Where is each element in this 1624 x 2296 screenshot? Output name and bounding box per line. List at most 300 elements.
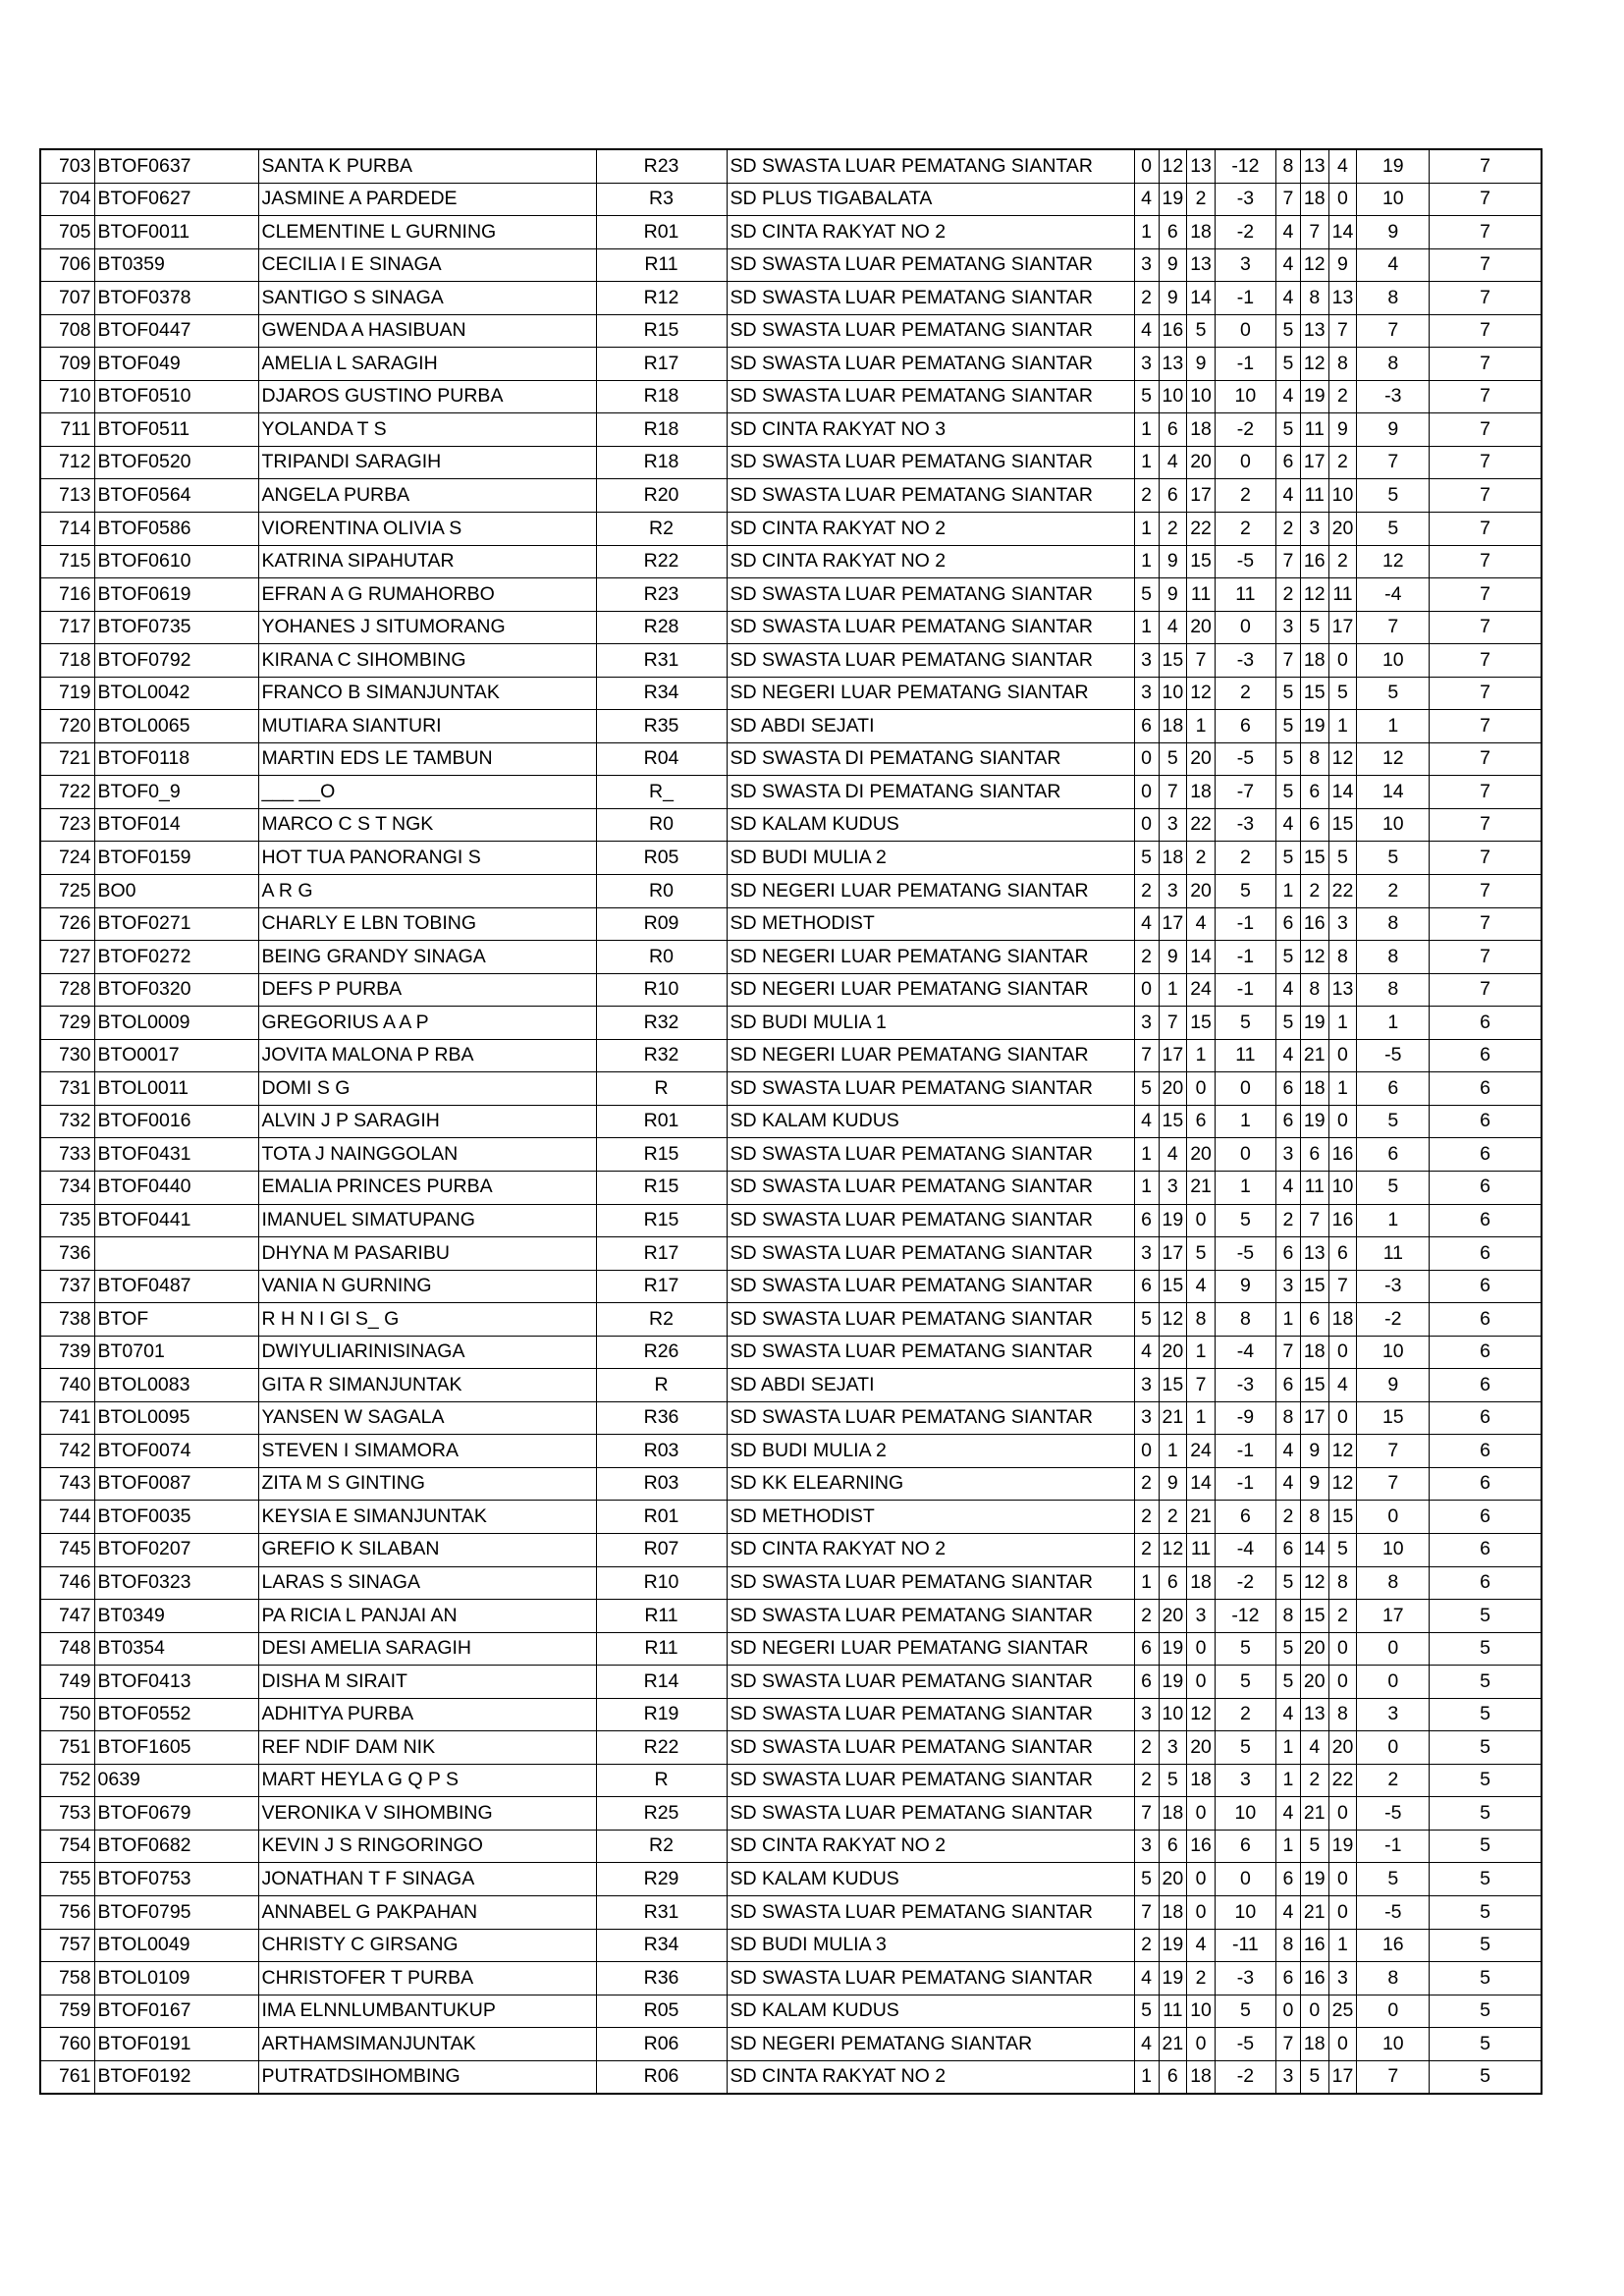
room-code-cell: R01 — [596, 1501, 727, 1534]
school-name-cell: SD SWASTA LUAR PEMATANG SIANTAR — [727, 1270, 1134, 1303]
results-table-body — [40, 149, 1542, 2094]
score-f-cell: 14 — [1300, 1533, 1328, 1566]
score-a-cell: 3 — [1134, 348, 1159, 381]
room-code-cell: R17 — [596, 1270, 727, 1303]
score-total-cell: 5 — [1430, 2028, 1542, 2061]
score-h-cell: 5 — [1357, 1863, 1430, 1896]
school-name-cell: SD METHODIST — [727, 1501, 1134, 1534]
score-a-cell: 2 — [1134, 1764, 1159, 1797]
score-b-cell: 19 — [1159, 183, 1187, 216]
score-e-cell: 6 — [1275, 1962, 1300, 1995]
student-id-cell: BTOL0065 — [94, 710, 258, 743]
student-id-cell: BTOF0272 — [94, 941, 258, 974]
score-e-cell: 4 — [1275, 808, 1300, 842]
score-b-cell: 15 — [1159, 644, 1187, 678]
score-h-cell: 8 — [1357, 973, 1430, 1007]
score-h-cell: 2 — [1357, 875, 1430, 908]
school-name-cell: SD METHODIST — [727, 907, 1134, 941]
score-g-cell: 0 — [1328, 1863, 1357, 1896]
score-g-cell: 10 — [1328, 479, 1357, 513]
row-number-cell: 750 — [40, 1698, 94, 1731]
score-total-cell: 5 — [1430, 1929, 1542, 1962]
score-f-cell: 9 — [1300, 1435, 1328, 1468]
table-row — [40, 1204, 1542, 1237]
score-f-cell: 5 — [1300, 2060, 1328, 2094]
score-g-cell: 2 — [1328, 1600, 1357, 1633]
room-code-cell: R09 — [596, 907, 727, 941]
score-f-cell: 16 — [1300, 1962, 1328, 1995]
score-g-cell: 5 — [1328, 677, 1357, 710]
score-f-cell: 5 — [1300, 611, 1328, 644]
score-b-cell: 15 — [1159, 1369, 1187, 1402]
score-c-cell: 11 — [1187, 578, 1216, 612]
row-number-cell: 730 — [40, 1039, 94, 1072]
score-e-cell: 5 — [1275, 742, 1300, 776]
score-g-cell: 0 — [1328, 183, 1357, 216]
row-number-cell: 759 — [40, 1995, 94, 2028]
row-number-cell: 731 — [40, 1072, 94, 1106]
score-d-cell: 3 — [1215, 248, 1275, 282]
score-a-cell: 2 — [1134, 941, 1159, 974]
score-a-cell: 6 — [1134, 710, 1159, 743]
score-b-cell: 6 — [1159, 216, 1187, 249]
score-c-cell: 18 — [1187, 2060, 1216, 2094]
school-name-cell: SD KALAM KUDUS — [727, 1995, 1134, 2028]
score-c-cell: 2 — [1187, 183, 1216, 216]
score-h-cell: 1 — [1357, 710, 1430, 743]
score-total-cell: 5 — [1430, 1698, 1542, 1731]
school-name-cell: SD CINTA RAKYAT NO 2 — [727, 2060, 1134, 2094]
score-h-cell: 9 — [1357, 1369, 1430, 1402]
student-id-cell: BTOF0753 — [94, 1863, 258, 1896]
score-e-cell: 8 — [1275, 1929, 1300, 1962]
score-g-cell: 19 — [1328, 1830, 1357, 1863]
score-c-cell: 0 — [1187, 1204, 1216, 1237]
score-g-cell: 2 — [1328, 545, 1357, 578]
room-code-cell: R15 — [596, 1171, 727, 1204]
table-row — [40, 314, 1542, 348]
room-code-cell: R2 — [596, 1830, 727, 1863]
room-code-cell: R18 — [596, 380, 727, 413]
score-d-cell: -11 — [1215, 1929, 1275, 1962]
table-row — [40, 1962, 1542, 1995]
score-total-cell: 6 — [1430, 1501, 1542, 1534]
student-id-cell: 0639 — [94, 1764, 258, 1797]
table-row — [40, 1830, 1542, 1863]
score-g-cell: 15 — [1328, 1501, 1357, 1534]
score-a-cell: 2 — [1134, 1929, 1159, 1962]
row-number-cell: 716 — [40, 578, 94, 612]
student-id-cell: BTOF0118 — [94, 742, 258, 776]
score-total-cell: 6 — [1430, 1401, 1542, 1435]
score-d-cell: 6 — [1215, 1830, 1275, 1863]
score-g-cell: 3 — [1328, 907, 1357, 941]
score-c-cell: 14 — [1187, 282, 1216, 315]
score-a-cell: 4 — [1134, 2028, 1159, 2061]
score-g-cell: 0 — [1328, 2028, 1357, 2061]
score-d-cell: -4 — [1215, 1336, 1275, 1369]
score-e-cell: 3 — [1275, 611, 1300, 644]
score-c-cell: 0 — [1187, 1895, 1216, 1929]
score-e-cell: 5 — [1275, 1632, 1300, 1666]
score-total-cell: 6 — [1430, 1072, 1542, 1106]
score-e-cell: 2 — [1275, 578, 1300, 612]
score-d-cell: 6 — [1215, 710, 1275, 743]
student-id-cell: BTOF0552 — [94, 1698, 258, 1731]
student-id-cell: BTOL0083 — [94, 1369, 258, 1402]
score-d-cell: 5 — [1215, 1007, 1275, 1040]
student-id-cell: BTOF0323 — [94, 1566, 258, 1600]
room-code-cell: R_ — [596, 776, 727, 809]
school-name-cell: SD KK ELEARNING — [727, 1467, 1134, 1501]
room-code-cell: R17 — [596, 1237, 727, 1271]
score-b-cell: 12 — [1159, 1533, 1187, 1566]
score-d-cell: 2 — [1215, 479, 1275, 513]
row-number-cell: 728 — [40, 973, 94, 1007]
score-e-cell: 4 — [1275, 1895, 1300, 1929]
row-number-cell: 726 — [40, 907, 94, 941]
score-a-cell: 6 — [1134, 1204, 1159, 1237]
room-code-cell: R2 — [596, 1303, 727, 1337]
student-name-cell: YOLANDA T S — [258, 413, 596, 447]
student-name-cell: R H N I GI S_ G — [258, 1303, 596, 1337]
row-number-cell: 738 — [40, 1303, 94, 1337]
score-f-cell: 15 — [1300, 842, 1328, 875]
score-g-cell: 0 — [1328, 644, 1357, 678]
score-c-cell: 24 — [1187, 1435, 1216, 1468]
school-name-cell: SD SWASTA LUAR PEMATANG SIANTAR — [727, 1895, 1134, 1929]
score-d-cell: -1 — [1215, 1467, 1275, 1501]
room-code-cell: R34 — [596, 1929, 727, 1962]
score-b-cell: 18 — [1159, 1895, 1187, 1929]
row-number-cell: 753 — [40, 1797, 94, 1831]
score-total-cell: 7 — [1430, 216, 1542, 249]
score-b-cell: 12 — [1159, 1303, 1187, 1337]
row-number-cell: 720 — [40, 710, 94, 743]
score-f-cell: 6 — [1300, 776, 1328, 809]
score-h-cell: 9 — [1357, 413, 1430, 447]
row-number-cell: 756 — [40, 1895, 94, 1929]
score-a-cell: 1 — [1134, 1138, 1159, 1172]
score-total-cell: 6 — [1430, 1237, 1542, 1271]
score-a-cell: 7 — [1134, 1895, 1159, 1929]
score-c-cell: 10 — [1187, 380, 1216, 413]
score-g-cell: 0 — [1328, 1632, 1357, 1666]
school-name-cell: SD SWASTA LUAR PEMATANG SIANTAR — [727, 348, 1134, 381]
room-code-cell: R15 — [596, 1138, 727, 1172]
score-g-cell: 8 — [1328, 348, 1357, 381]
score-c-cell: 18 — [1187, 216, 1216, 249]
score-total-cell: 6 — [1430, 1566, 1542, 1600]
room-code-cell: R11 — [596, 1632, 727, 1666]
room-code-cell: R01 — [596, 1105, 727, 1138]
score-e-cell: 6 — [1275, 446, 1300, 479]
student-name-cell: CHRISTOFER T PURBA — [258, 1962, 596, 1995]
school-name-cell: SD SWASTA LUAR PEMATANG SIANTAR — [727, 282, 1134, 315]
score-f-cell: 21 — [1300, 1039, 1328, 1072]
score-d-cell: 0 — [1215, 446, 1275, 479]
score-d-cell: -12 — [1215, 1600, 1275, 1633]
score-a-cell: 0 — [1134, 973, 1159, 1007]
student-name-cell: ANNABEL G PAKPAHAN — [258, 1895, 596, 1929]
score-total-cell: 6 — [1430, 1467, 1542, 1501]
room-code-cell: R19 — [596, 1698, 727, 1731]
row-number-cell: 736 — [40, 1237, 94, 1271]
student-id-cell — [94, 1237, 258, 1271]
student-name-cell: EMALIA PRINCES PURBA — [258, 1171, 596, 1204]
score-d-cell: 11 — [1215, 1039, 1275, 1072]
score-e-cell: 4 — [1275, 282, 1300, 315]
student-name-cell: DESI AMELIA SARAGIH — [258, 1632, 596, 1666]
score-h-cell: 0 — [1357, 1501, 1430, 1534]
score-h-cell: 12 — [1357, 545, 1430, 578]
room-code-cell: R03 — [596, 1435, 727, 1468]
student-name-cell: JOVITA MALONA P RBA — [258, 1039, 596, 1072]
student-name-cell: ARTHAMSIMANJUNTAK — [258, 2028, 596, 2061]
score-f-cell: 13 — [1300, 149, 1328, 183]
score-e-cell: 4 — [1275, 1797, 1300, 1831]
score-f-cell: 11 — [1300, 413, 1328, 447]
score-g-cell: 3 — [1328, 1962, 1357, 1995]
score-b-cell: 21 — [1159, 2028, 1187, 2061]
score-h-cell: 17 — [1357, 1600, 1430, 1633]
score-h-cell: 8 — [1357, 348, 1430, 381]
student-name-cell: GREFIO K SILABAN — [258, 1533, 596, 1566]
row-number-cell: 747 — [40, 1600, 94, 1633]
table-row — [40, 1698, 1542, 1731]
score-c-cell: 7 — [1187, 644, 1216, 678]
student-id-cell: BTOF0627 — [94, 183, 258, 216]
score-g-cell: 1 — [1328, 1007, 1357, 1040]
score-e-cell: 7 — [1275, 2028, 1300, 2061]
school-name-cell: SD NEGERI PEMATANG SIANTAR — [727, 2028, 1134, 2061]
score-f-cell: 12 — [1300, 248, 1328, 282]
score-a-cell: 3 — [1134, 644, 1159, 678]
room-code-cell: R — [596, 1369, 727, 1402]
table-row — [40, 776, 1542, 809]
student-id-cell: BTOF0520 — [94, 446, 258, 479]
score-e-cell: 4 — [1275, 479, 1300, 513]
school-name-cell: SD BUDI MULIA 2 — [727, 842, 1134, 875]
score-a-cell: 1 — [1134, 513, 1159, 546]
score-c-cell: 0 — [1187, 1797, 1216, 1831]
score-h-cell: 6 — [1357, 1138, 1430, 1172]
student-name-cell: FRANCO B SIMANJUNTAK — [258, 677, 596, 710]
student-name-cell: KATRINA SIPAHUTAR — [258, 545, 596, 578]
score-c-cell: 0 — [1187, 1632, 1216, 1666]
score-total-cell: 5 — [1430, 1962, 1542, 1995]
student-name-cell: STEVEN I SIMAMORA — [258, 1435, 596, 1468]
row-number-cell: 715 — [40, 545, 94, 578]
score-g-cell: 8 — [1328, 941, 1357, 974]
score-d-cell: 5 — [1215, 1204, 1275, 1237]
score-c-cell: 9 — [1187, 348, 1216, 381]
school-name-cell: SD SWASTA DI PEMATANG SIANTAR — [727, 776, 1134, 809]
room-code-cell: R10 — [596, 973, 727, 1007]
score-total-cell: 5 — [1430, 1731, 1542, 1765]
score-f-cell: 15 — [1300, 1369, 1328, 1402]
school-name-cell: SD SWASTA LUAR PEMATANG SIANTAR — [727, 1698, 1134, 1731]
score-total-cell: 5 — [1430, 1995, 1542, 2028]
score-g-cell: 1 — [1328, 1072, 1357, 1106]
score-h-cell: -5 — [1357, 1895, 1430, 1929]
score-d-cell: -2 — [1215, 216, 1275, 249]
student-id-cell: BTOF0035 — [94, 1501, 258, 1534]
school-name-cell: SD NEGERI LUAR PEMATANG SIANTAR — [727, 677, 1134, 710]
school-name-cell: SD KALAM KUDUS — [727, 1105, 1134, 1138]
score-e-cell: 8 — [1275, 1600, 1300, 1633]
score-g-cell: 22 — [1328, 1764, 1357, 1797]
score-a-cell: 1 — [1134, 216, 1159, 249]
row-number-cell: 748 — [40, 1632, 94, 1666]
student-name-cell: VANIA N GURNING — [258, 1270, 596, 1303]
score-g-cell: 10 — [1328, 1171, 1357, 1204]
score-b-cell: 9 — [1159, 248, 1187, 282]
score-g-cell: 4 — [1328, 149, 1357, 183]
score-a-cell: 0 — [1134, 776, 1159, 809]
row-number-cell: 709 — [40, 348, 94, 381]
student-name-cell: YANSEN W SAGALA — [258, 1401, 596, 1435]
score-c-cell: 18 — [1187, 1764, 1216, 1797]
student-id-cell: BTOF0191 — [94, 2028, 258, 2061]
room-code-cell: R18 — [596, 446, 727, 479]
school-name-cell: SD CINTA RAKYAT NO 2 — [727, 545, 1134, 578]
row-number-cell: 737 — [40, 1270, 94, 1303]
student-name-cell: A R G — [258, 875, 596, 908]
school-name-cell: SD BUDI MULIA 1 — [727, 1007, 1134, 1040]
score-g-cell: 16 — [1328, 1204, 1357, 1237]
score-e-cell: 6 — [1275, 1105, 1300, 1138]
score-g-cell: 14 — [1328, 776, 1357, 809]
table-row — [40, 1600, 1542, 1633]
score-h-cell: 16 — [1357, 1929, 1430, 1962]
score-f-cell: 16 — [1300, 1929, 1328, 1962]
score-d-cell: -1 — [1215, 973, 1275, 1007]
score-b-cell: 11 — [1159, 1995, 1187, 2028]
score-b-cell: 19 — [1159, 1204, 1187, 1237]
score-h-cell: 8 — [1357, 282, 1430, 315]
score-d-cell: -5 — [1215, 1237, 1275, 1271]
score-d-cell: 10 — [1215, 380, 1275, 413]
row-number-cell: 725 — [40, 875, 94, 908]
score-f-cell: 6 — [1300, 1138, 1328, 1172]
score-f-cell: 15 — [1300, 1600, 1328, 1633]
score-g-cell: 9 — [1328, 413, 1357, 447]
score-f-cell: 8 — [1300, 1501, 1328, 1534]
table-row — [40, 380, 1542, 413]
school-name-cell: SD CINTA RAKYAT NO 2 — [727, 513, 1134, 546]
score-c-cell: 0 — [1187, 1863, 1216, 1896]
score-h-cell: 2 — [1357, 1764, 1430, 1797]
score-g-cell: 0 — [1328, 1401, 1357, 1435]
score-b-cell: 19 — [1159, 1962, 1187, 1995]
score-f-cell: 8 — [1300, 973, 1328, 1007]
score-f-cell: 9 — [1300, 1467, 1328, 1501]
table-row — [40, 1138, 1542, 1172]
score-g-cell: 5 — [1328, 842, 1357, 875]
score-total-cell: 6 — [1430, 1533, 1542, 1566]
table-row — [40, 479, 1542, 513]
score-total-cell: 7 — [1430, 149, 1542, 183]
score-g-cell: 17 — [1328, 2060, 1357, 2094]
student-name-cell: CHRISTY C GIRSANG — [258, 1929, 596, 1962]
row-number-cell: 744 — [40, 1501, 94, 1534]
student-name-cell: ALVIN J P SARAGIH — [258, 1105, 596, 1138]
score-f-cell: 13 — [1300, 1237, 1328, 1271]
row-number-cell: 707 — [40, 282, 94, 315]
score-f-cell: 7 — [1300, 1204, 1328, 1237]
student-name-cell: TOTA J NAINGGOLAN — [258, 1138, 596, 1172]
student-name-cell: SANTIGO S SINAGA — [258, 282, 596, 315]
score-f-cell: 21 — [1300, 1797, 1328, 1831]
student-id-cell: BTOF0159 — [94, 842, 258, 875]
room-code-cell: R04 — [596, 742, 727, 776]
table-row — [40, 1797, 1542, 1831]
score-total-cell: 6 — [1430, 1105, 1542, 1138]
school-name-cell: SD SWASTA DI PEMATANG SIANTAR — [727, 742, 1134, 776]
score-c-cell: 5 — [1187, 314, 1216, 348]
school-name-cell: SD SWASTA LUAR PEMATANG SIANTAR — [727, 1072, 1134, 1106]
score-c-cell: 10 — [1187, 1995, 1216, 2028]
student-id-cell: BTOF0167 — [94, 1995, 258, 2028]
student-id-cell: BTOL0011 — [94, 1072, 258, 1106]
score-b-cell: 9 — [1159, 282, 1187, 315]
student-id-cell: BTOF0440 — [94, 1171, 258, 1204]
score-g-cell: 1 — [1328, 1929, 1357, 1962]
score-d-cell: -1 — [1215, 348, 1275, 381]
room-code-cell: R12 — [596, 282, 727, 315]
table-row — [40, 1566, 1542, 1600]
score-d-cell: -1 — [1215, 1435, 1275, 1468]
score-a-cell: 1 — [1134, 611, 1159, 644]
score-b-cell: 1 — [1159, 973, 1187, 1007]
student-id-cell: BTOF0795 — [94, 1895, 258, 1929]
table-row — [40, 1401, 1542, 1435]
score-total-cell: 7 — [1430, 611, 1542, 644]
score-a-cell: 3 — [1134, 1369, 1159, 1402]
score-a-cell: 5 — [1134, 1303, 1159, 1337]
score-e-cell: 2 — [1275, 1204, 1300, 1237]
score-b-cell: 20 — [1159, 1600, 1187, 1633]
score-f-cell: 15 — [1300, 677, 1328, 710]
score-h-cell: 5 — [1357, 1105, 1430, 1138]
student-name-cell: CLEMENTINE L GURNING — [258, 216, 596, 249]
score-f-cell: 7 — [1300, 216, 1328, 249]
room-code-cell: R18 — [596, 413, 727, 447]
score-c-cell: 16 — [1187, 1830, 1216, 1863]
table-row — [40, 1995, 1542, 2028]
room-code-cell: R17 — [596, 348, 727, 381]
score-c-cell: 20 — [1187, 1731, 1216, 1765]
school-name-cell: SD BUDI MULIA 3 — [727, 1929, 1134, 1962]
room-code-cell: R07 — [596, 1533, 727, 1566]
score-g-cell: 12 — [1328, 1467, 1357, 1501]
score-g-cell: 8 — [1328, 1566, 1357, 1600]
score-total-cell: 6 — [1430, 1303, 1542, 1337]
score-c-cell: 18 — [1187, 1566, 1216, 1600]
score-total-cell: 5 — [1430, 1830, 1542, 1863]
score-c-cell: 15 — [1187, 1007, 1216, 1040]
score-h-cell: -5 — [1357, 1039, 1430, 1072]
score-c-cell: 7 — [1187, 1369, 1216, 1402]
school-name-cell: SD KALAM KUDUS — [727, 808, 1134, 842]
row-number-cell: 755 — [40, 1863, 94, 1896]
score-h-cell: 7 — [1357, 2060, 1430, 2094]
score-b-cell: 2 — [1159, 1501, 1187, 1534]
room-code-cell: R15 — [596, 1204, 727, 1237]
table-row — [40, 248, 1542, 282]
student-name-cell: PA RICIA L PANJAI AN — [258, 1600, 596, 1633]
